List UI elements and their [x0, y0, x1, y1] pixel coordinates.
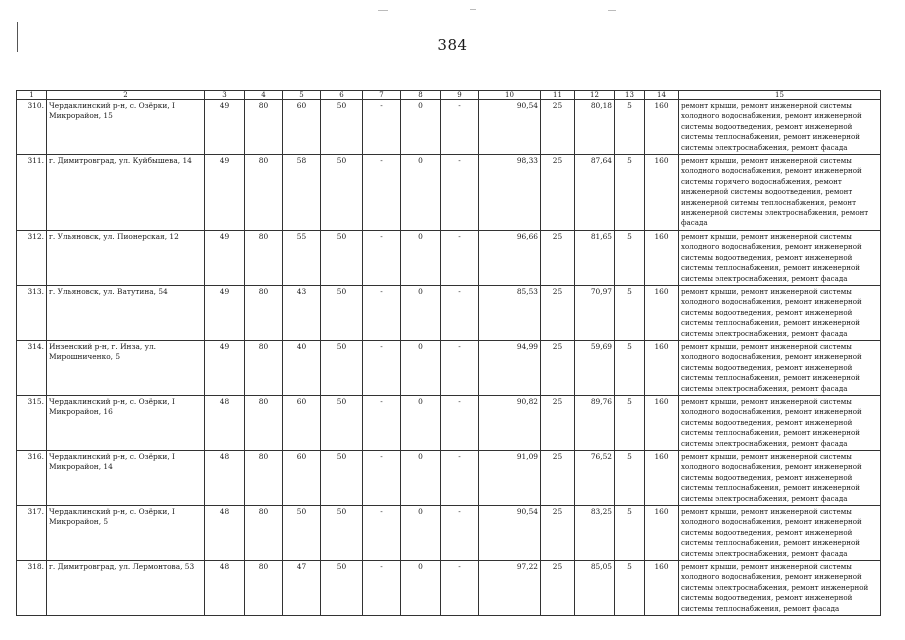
column-number-1: 1	[17, 91, 47, 100]
col-11: 25	[541, 340, 575, 395]
col-8: 0	[401, 100, 441, 155]
col-10: 91,09	[479, 451, 541, 506]
row-number: 314.	[17, 340, 47, 395]
row-number: 315.	[17, 395, 47, 450]
table-row	[17, 395, 881, 450]
column-number-6: 6	[321, 91, 363, 100]
page-number: 384	[437, 36, 468, 54]
column-number-10: 10	[479, 91, 541, 100]
col-5: 43	[283, 285, 321, 340]
col-10: 94,99	[479, 340, 541, 395]
works-list: ремонт крыши, ремонт инженерной системы холодного водоснабжения, ремонт инженерной системы водоотведения, ремонт инженерной системы теплоснабжения, ремонт инженерной системы электроснабжения, ремонт фасада	[679, 100, 881, 155]
col-10: 85,53	[479, 285, 541, 340]
col-12: 76,52	[575, 451, 615, 506]
col-6: 50	[321, 395, 363, 450]
col-12: 81,65	[575, 230, 615, 285]
repair-register-table	[16, 90, 881, 616]
table-row	[17, 451, 881, 506]
col-14: 160	[645, 506, 679, 561]
col-4: 80	[245, 506, 283, 561]
col-11: 25	[541, 395, 575, 450]
col-10: 90,82	[479, 395, 541, 450]
col-3: 49	[205, 340, 245, 395]
col-4: 80	[245, 451, 283, 506]
col-9: -	[441, 285, 479, 340]
scan-speck	[378, 10, 388, 11]
col-4: 80	[245, 340, 283, 395]
column-number-2: 2	[47, 91, 205, 100]
col-14: 160	[645, 340, 679, 395]
col-5: 60	[283, 395, 321, 450]
col-4: 80	[245, 100, 283, 155]
col-12: 80,18	[575, 100, 615, 155]
col-6: 50	[321, 561, 363, 616]
col-9: -	[441, 340, 479, 395]
col-8: 0	[401, 340, 441, 395]
col-3: 49	[205, 285, 245, 340]
col-8: 0	[401, 561, 441, 616]
col-13: 5	[615, 506, 645, 561]
col-13: 5	[615, 340, 645, 395]
col-14: 160	[645, 285, 679, 340]
col-7: -	[363, 561, 401, 616]
col-3: 49	[205, 230, 245, 285]
col-7: -	[363, 506, 401, 561]
col-14: 160	[645, 561, 679, 616]
col-7: -	[363, 340, 401, 395]
row-number: 311.	[17, 155, 47, 231]
col-4: 80	[245, 395, 283, 450]
row-number: 312.	[17, 230, 47, 285]
works-list: ремонт крыши, ремонт инженерной системы холодного водоснабжения, ремонт инженерной системы водоотведения, ремонт инженерной системы теплоснабжения, ремонт инженерной системы электроснабжения, ремонт фасада	[679, 340, 881, 395]
col-10: 97,22	[479, 561, 541, 616]
col-3: 48	[205, 561, 245, 616]
col-5: 47	[283, 561, 321, 616]
address: Чердаклинский р-н, с. Озёрки, I Микрорайон, 15	[47, 100, 205, 155]
col-3: 49	[205, 155, 245, 231]
table-row	[17, 100, 881, 155]
column-number-12: 12	[575, 91, 615, 100]
row-number: 317.	[17, 506, 47, 561]
col-3: 48	[205, 395, 245, 450]
column-number-11: 11	[541, 91, 575, 100]
scan-speck	[608, 10, 616, 11]
works-list: ремонт крыши, ремонт инженерной системы холодного водоснабжения, ремонт инженерной системы электроснабжения, ремонт инженерной системы водоотведения, ремонт инженерной системы теплоснабжения, ремонт фасада	[679, 561, 881, 616]
col-5: 58	[283, 155, 321, 231]
row-number: 318.	[17, 561, 47, 616]
col-10: 90,54	[479, 100, 541, 155]
address: Чердаклинский р-н, с. Озёрки, I Микрорайон, 16	[47, 395, 205, 450]
col-11: 25	[541, 561, 575, 616]
col-9: -	[441, 395, 479, 450]
col-7: -	[363, 100, 401, 155]
address: г. Ульяновск, ул. Пионерская, 12	[47, 230, 205, 285]
col-8: 0	[401, 395, 441, 450]
col-7: -	[363, 230, 401, 285]
col-13: 5	[615, 100, 645, 155]
col-14: 160	[645, 395, 679, 450]
col-12: 87,64	[575, 155, 615, 231]
table-row	[17, 506, 881, 561]
column-number-15: 15	[679, 91, 881, 100]
col-5: 55	[283, 230, 321, 285]
col-12: 83,25	[575, 506, 615, 561]
col-13: 5	[615, 395, 645, 450]
table-row	[17, 285, 881, 340]
table-row	[17, 561, 881, 616]
column-number-7: 7	[363, 91, 401, 100]
works-list: ремонт крыши, ремонт инженерной системы холодного водоснабжения, ремонт инженерной системы водоотведения, ремонт инженерной системы теплоснабжения, ремонт инженерной системы электроснабжения, ремонт фасада	[679, 285, 881, 340]
col-9: -	[441, 230, 479, 285]
col-12: 85,05	[575, 561, 615, 616]
col-8: 0	[401, 285, 441, 340]
col-13: 5	[615, 561, 645, 616]
col-4: 80	[245, 561, 283, 616]
col-10: 90,54	[479, 506, 541, 561]
column-number-14: 14	[645, 91, 679, 100]
col-9: -	[441, 506, 479, 561]
col-8: 0	[401, 506, 441, 561]
col-6: 50	[321, 451, 363, 506]
col-3: 49	[205, 100, 245, 155]
col-6: 50	[321, 100, 363, 155]
scan-speck	[470, 9, 476, 10]
col-6: 50	[321, 340, 363, 395]
col-11: 25	[541, 155, 575, 231]
col-6: 50	[321, 506, 363, 561]
address: г. Ульяновск, ул. Ватутина, 54	[47, 285, 205, 340]
column-number-3: 3	[205, 91, 245, 100]
col-5: 60	[283, 100, 321, 155]
col-9: -	[441, 100, 479, 155]
works-list: ремонт крыши, ремонт инженерной системы холодного водоснабжения, ремонт инженерной системы водоотведения, ремонт инженерной системы теплоснабжения, ремонт инженерной системы электроснабжения, ремонт фасада	[679, 230, 881, 285]
col-11: 25	[541, 230, 575, 285]
row-number: 316.	[17, 451, 47, 506]
works-list: ремонт крыши, ремонт инженерной системы холодного водоснабжения, ремонт инженерной системы водоотведения, ремонт инженерной системы теплоснабжения, ремонт инженерной системы электроснабжения, ремонт фасада	[679, 395, 881, 450]
col-12: 70,97	[575, 285, 615, 340]
col-7: -	[363, 395, 401, 450]
column-number-8: 8	[401, 91, 441, 100]
col-7: -	[363, 285, 401, 340]
works-list: ремонт крыши, ремонт инженерной системы холодного водоснабжения, ремонт инженерной системы горячего водоснабжения, ремонт инженерной системы водоотведения, ремонт инженерной ситемы теплоснабжения, ремонт инженерной системы электроснабжения, ремонт фасада	[679, 155, 881, 231]
address: Чердаклинский р-н, с. Озёрки, I Микрорайон, 5	[47, 506, 205, 561]
col-9: -	[441, 561, 479, 616]
col-4: 80	[245, 155, 283, 231]
col-9: -	[441, 155, 479, 231]
address: г. Димитровград, ул. Куйбышева, 14	[47, 155, 205, 231]
column-number-13: 13	[615, 91, 645, 100]
col-14: 160	[645, 155, 679, 231]
col-11: 25	[541, 506, 575, 561]
col-11: 25	[541, 451, 575, 506]
column-number-9: 9	[441, 91, 479, 100]
table-row	[17, 155, 881, 231]
col-10: 96,66	[479, 230, 541, 285]
col-5: 60	[283, 451, 321, 506]
col-13: 5	[615, 230, 645, 285]
column-number-row	[17, 91, 881, 100]
address: г. Димитровград, ул. Лермонтова, 53	[47, 561, 205, 616]
col-7: -	[363, 155, 401, 231]
col-4: 80	[245, 285, 283, 340]
col-4: 80	[245, 230, 283, 285]
table-row	[17, 340, 881, 395]
col-9: -	[441, 451, 479, 506]
address: Чердаклинский р-н, с. Озёрки, I Микрорайон, 14	[47, 451, 205, 506]
col-10: 98,33	[479, 155, 541, 231]
col-8: 0	[401, 230, 441, 285]
col-13: 5	[615, 285, 645, 340]
address: Инзенский р-н, г. Инза, ул. Мирошниченко, 5	[47, 340, 205, 395]
col-12: 59,69	[575, 340, 615, 395]
col-11: 25	[541, 100, 575, 155]
col-8: 0	[401, 451, 441, 506]
col-14: 160	[645, 230, 679, 285]
col-8: 0	[401, 155, 441, 231]
col-6: 50	[321, 230, 363, 285]
row-number: 313.	[17, 285, 47, 340]
col-13: 5	[615, 155, 645, 231]
col-5: 50	[283, 506, 321, 561]
col-14: 160	[645, 451, 679, 506]
col-13: 5	[615, 451, 645, 506]
col-6: 50	[321, 285, 363, 340]
col-6: 50	[321, 155, 363, 231]
col-3: 48	[205, 451, 245, 506]
col-14: 160	[645, 100, 679, 155]
col-11: 25	[541, 285, 575, 340]
col-12: 89,76	[575, 395, 615, 450]
col-7: -	[363, 451, 401, 506]
table-row	[17, 230, 881, 285]
column-number-4: 4	[245, 91, 283, 100]
col-3: 48	[205, 506, 245, 561]
works-list: ремонт крыши, ремонт инженерной системы холодного водоснабжения, ремонт инженерной системы водоотведения, ремонт инженерной системы теплоснабжения, ремонт инженерной системы электроснабжения, ремонт фасада	[679, 506, 881, 561]
col-5: 40	[283, 340, 321, 395]
column-number-5: 5	[283, 91, 321, 100]
works-list: ремонт крыши, ремонт инженерной системы холодного водоснабжения, ремонт инженерной системы водоотведения, ремонт инженерной системы теплоснабжения, ремонт инженерной системы электроснабжения, ремонт фасада	[679, 451, 881, 506]
row-number: 310.	[17, 100, 47, 155]
